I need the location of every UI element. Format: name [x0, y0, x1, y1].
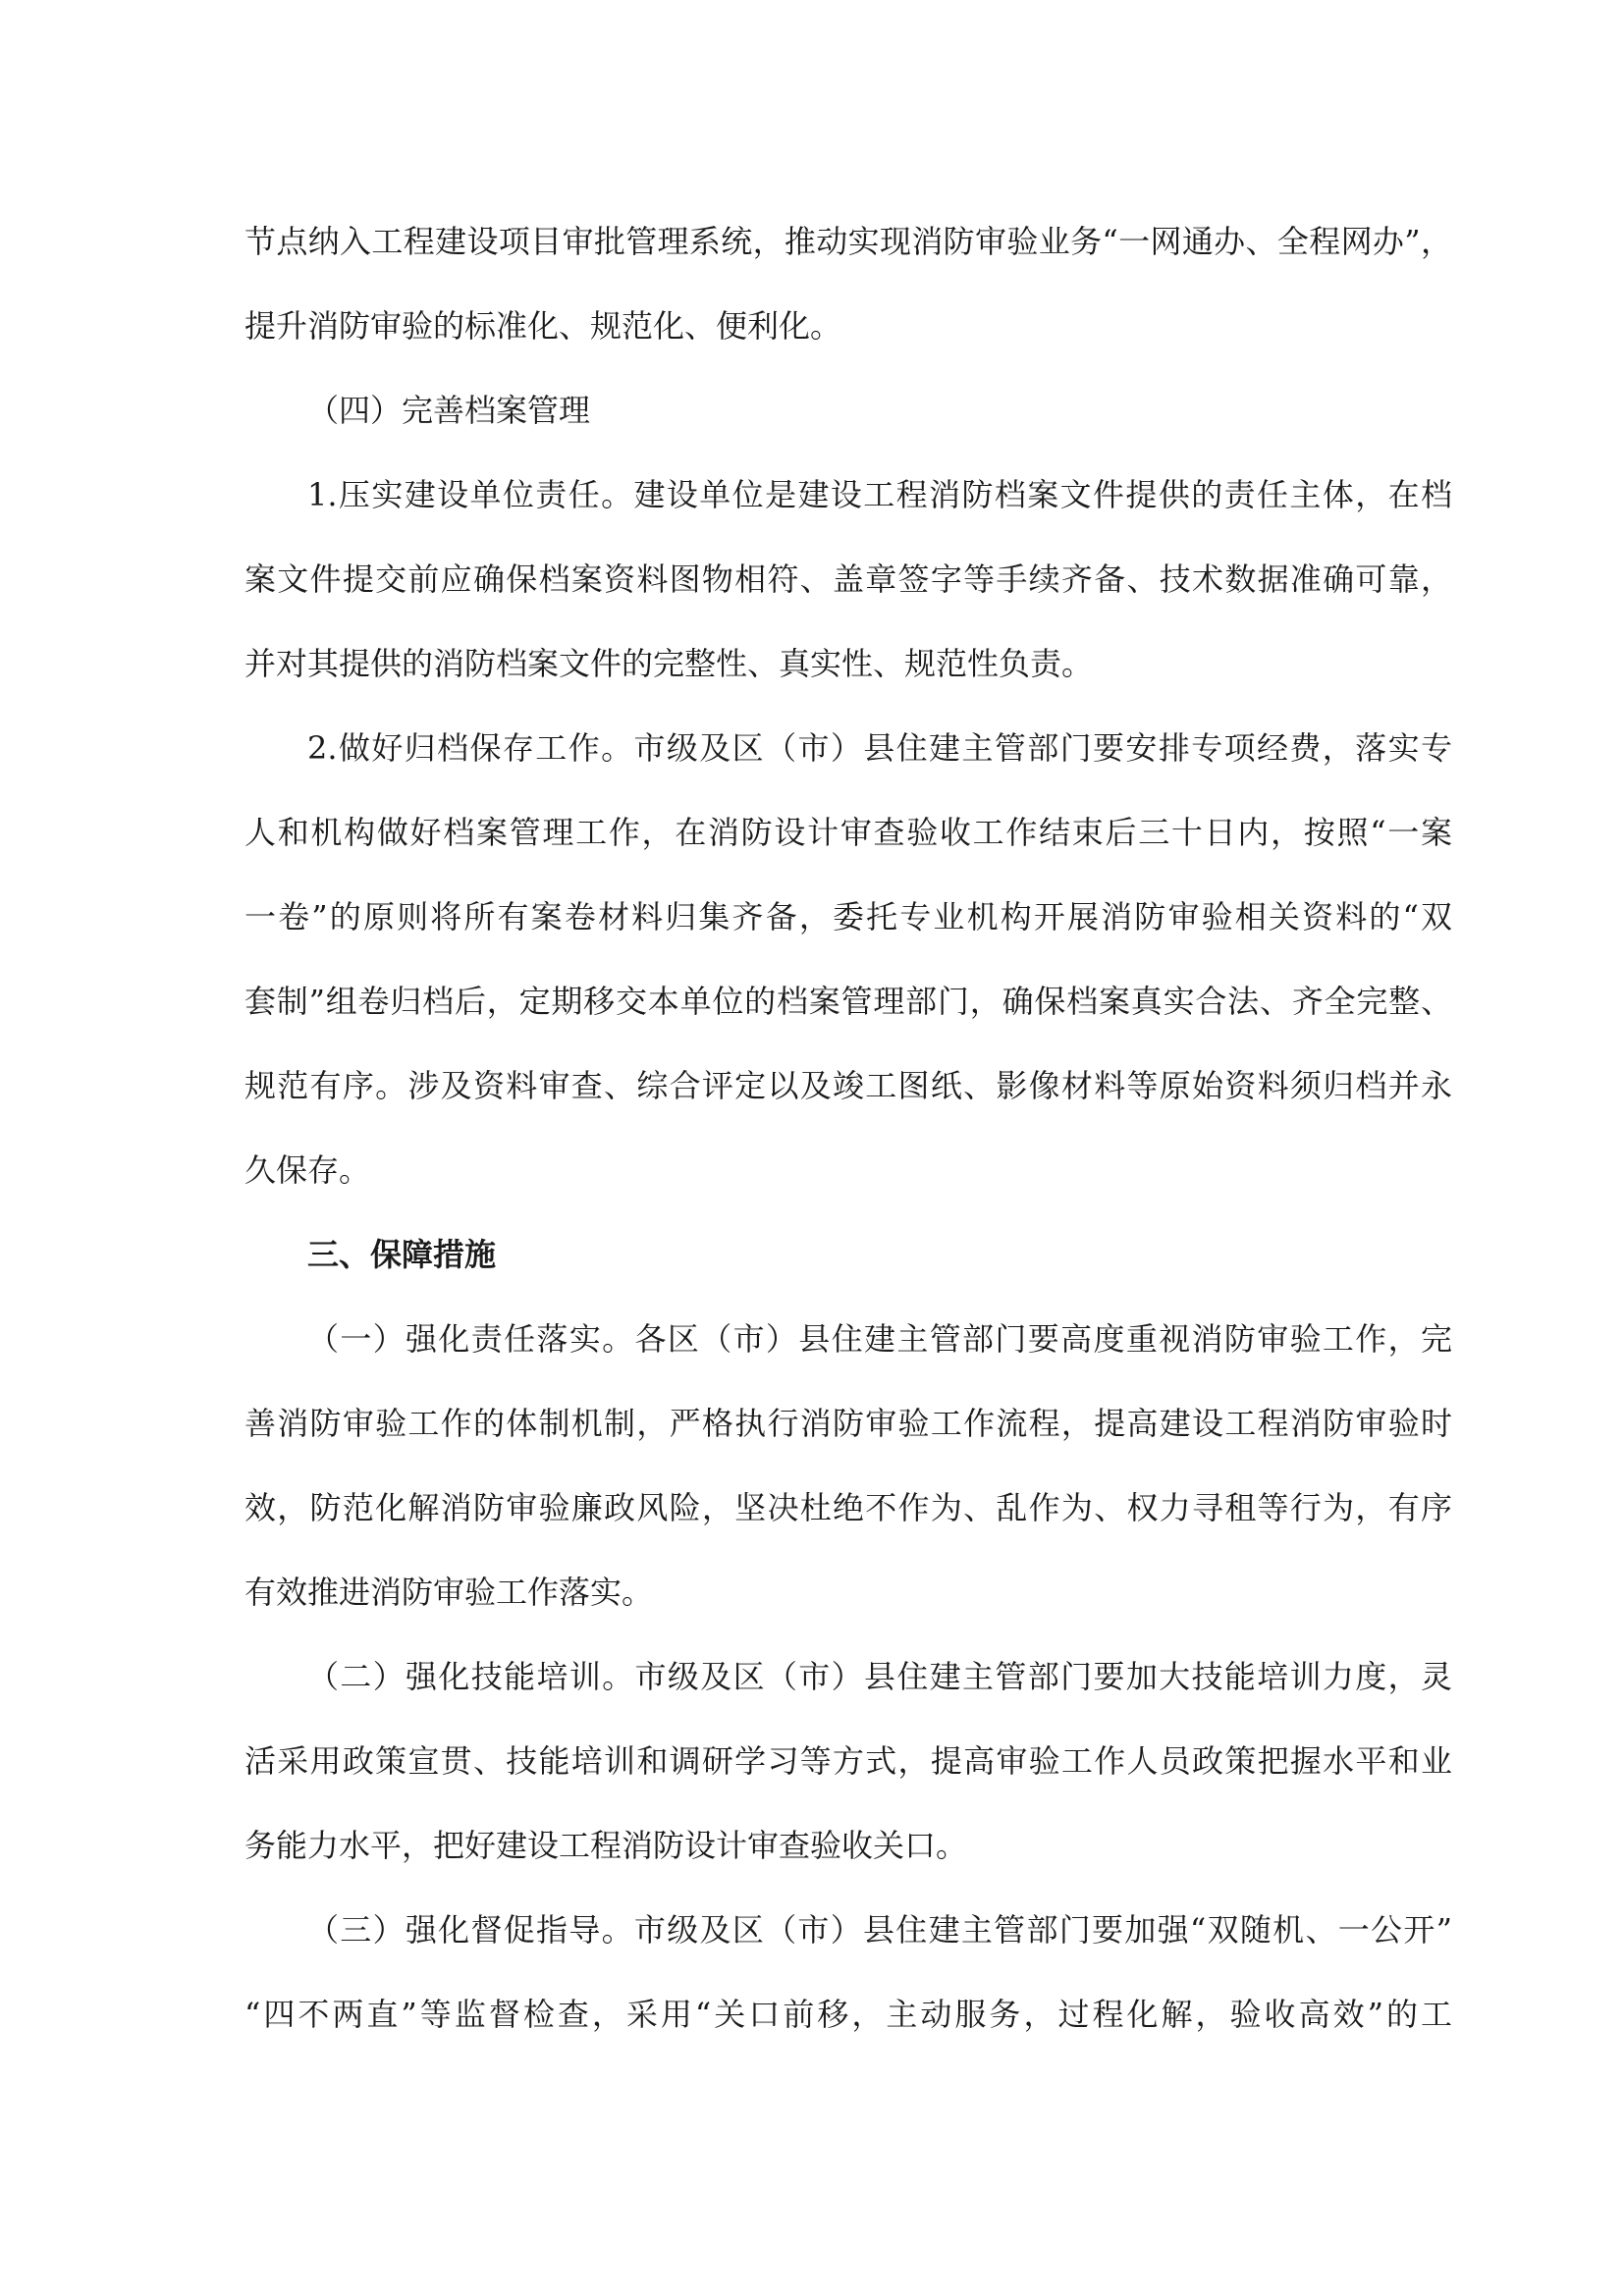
text-line: 一卷”的原则将所有案卷材料归集齐备，委托专业机构开展消防审验相关资料的“双 [244, 898, 1452, 935]
text-line: 2.做好归档保存工作。市级及区（市）县住建主管部门要安排专项经费，落实专 [307, 729, 1452, 767]
text-line: 并对其提供的消防档案文件的完整性、真实性、规范性负责。 [244, 645, 1094, 682]
text-line: 久保存。 [244, 1151, 371, 1189]
text-line: 善消防审验工作的体制机制，严格执行消防审验工作流程，提高建设工程消防审验时 [244, 1405, 1452, 1442]
text-line: 规范有序。涉及资料审查、综合评定以及竣工图纸、影像材料等原始资料须归档并永 [244, 1067, 1452, 1104]
text-line: 效，防范化解消防审验廉政风险，坚决杜绝不作为、乱作为、权力寻租等行为，有序 [244, 1489, 1452, 1526]
text-line: 有效推进消防审验工作落实。 [244, 1574, 654, 1611]
text-line: （一）强化责任落实。各区（市）县住建主管部门要高度重视消防审验工作，完 [307, 1320, 1452, 1358]
text-line: （三）强化督促指导。市级及区（市）县住建主管部门要加强“双随机、一公开” [307, 1911, 1452, 1949]
text-line: 人和机构做好档案管理工作，在消防设计审查验收工作结束后三十日内，按照“一案 [244, 814, 1452, 851]
text-line: 1.压实建设单位责任。建设单位是建设工程消防档案文件提供的责任主体，在档 [307, 476, 1452, 513]
section-heading: （四）完善档案管理 [307, 392, 591, 429]
text-line: 套制”组卷归档后，定期移交本单位的档案管理部门，确保档案真实合法、齐全完整、 [244, 983, 1452, 1020]
text-line: 活采用政策宣贯、技能培训和调研学习等方式，提高审验工作人员政策把握水平和业 [244, 1742, 1452, 1780]
text-line: 务能力水平，把好建设工程消防设计审查验收关口。 [244, 1827, 968, 1864]
text-line: （二）强化技能培训。市级及区（市）县住建主管部门要加大技能培训力度，灵 [307, 1658, 1452, 1695]
text-line: “四不两直”等监督检查，采用“关口前移，主动服务，过程化解，验收高效”的工 [244, 1996, 1452, 2033]
text-line: 提升消防审验的标准化、规范化、便利化。 [244, 307, 842, 345]
chapter-heading: 三、保障措施 [307, 1236, 497, 1273]
text-line: 案文件提交前应确保档案资料图物相符、盖章签字等手续齐备、技术数据准确可靠， [244, 561, 1452, 598]
text-line: 节点纳入工程建设项目审批管理系统，推动实现消防审验业务“一网通办、全程网办”， [244, 223, 1452, 260]
